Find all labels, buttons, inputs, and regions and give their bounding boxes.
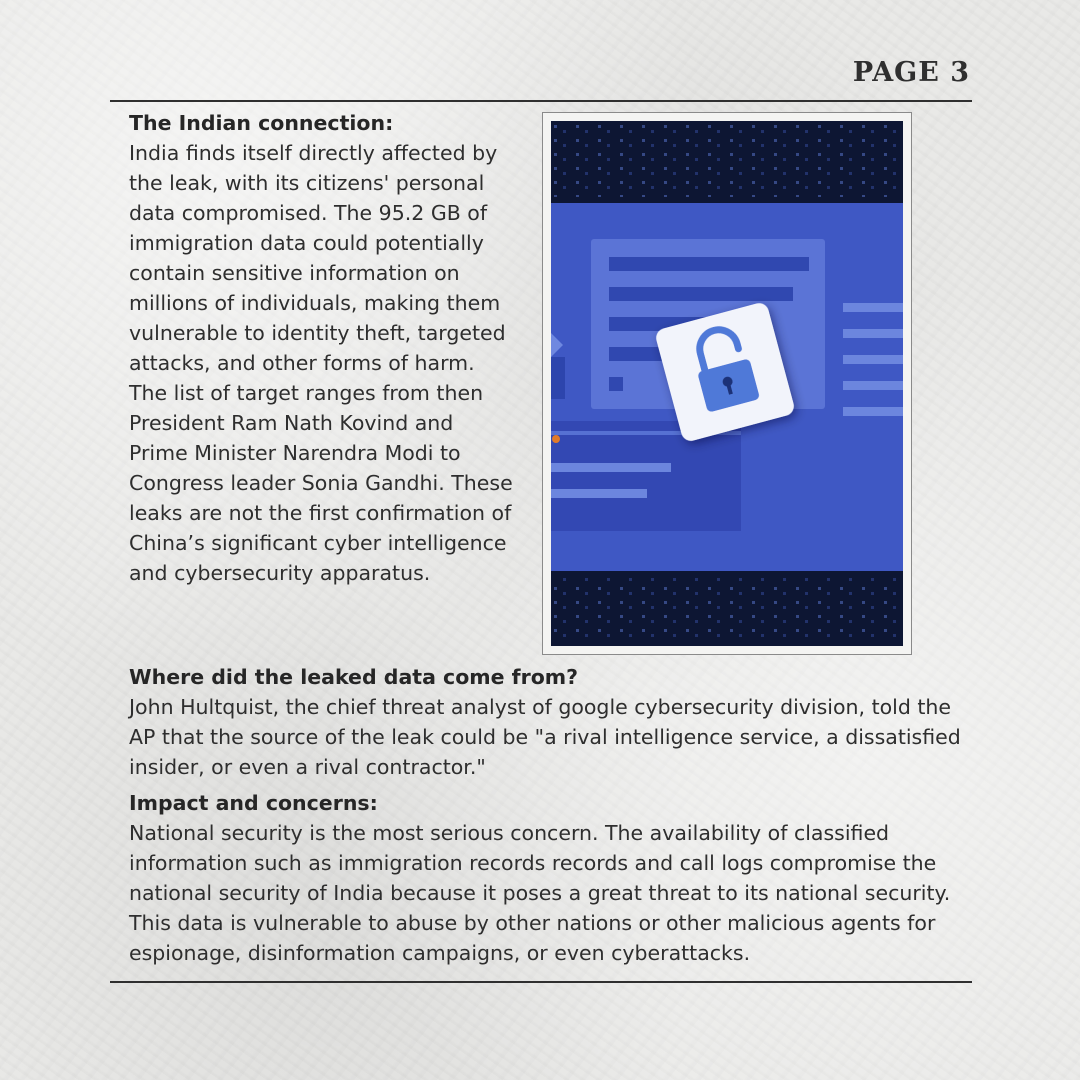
page-number: PAGE 3: [852, 57, 970, 88]
section-body-indian-connection: India finds itself directly affected by the leak, with its citizens' personal data compromised. The 95.2 GB of immigration data could potentially contain sensitive information on millions of individuals, making them vulnerable to identity theft, targeted attacks, and other forms of harm. The list of target ranges from then President Ram Nath Kovind and Prime Minister Narendra Modi to Congress leader Sonia Gandhi. These leaks are not the first confirmation of China’s significant cyber intelligence and cybersecurity apparatus.: [129, 141, 513, 585]
section-heading-data-origin: Where did the leaked data come from?: [129, 665, 579, 689]
illustration-graphic: [551, 121, 903, 646]
section-body-impact: National security is the most serious concern. The availability of classified information such as immigration records records and call logs compromise the national security of India because it poses a great threat to its national security. This data is vulnerable to abuse by other nations or other malicious agents for espionage, disinformation campaigns, or even cyberattacks.: [129, 821, 951, 965]
section-body-data-origin: John Hultquist, the chief threat analyst of google cybersecurity division, told the AP that the source of the leak could be "a rival intelligence service, a dissatisfied insider, or even a rival contractor.": [129, 695, 961, 779]
section-heading-impact: Impact and concerns:: [129, 791, 378, 815]
section-impact: [129, 788, 974, 968]
section-heading-indian-connection: The Indian connection:: [129, 111, 394, 135]
section-indian-connection: [129, 108, 514, 588]
back-panel: [551, 421, 741, 531]
data-leak-illustration: [542, 112, 912, 655]
bottom-divider: [110, 981, 972, 983]
top-divider: [110, 100, 972, 102]
section-data-origin: [129, 662, 974, 782]
